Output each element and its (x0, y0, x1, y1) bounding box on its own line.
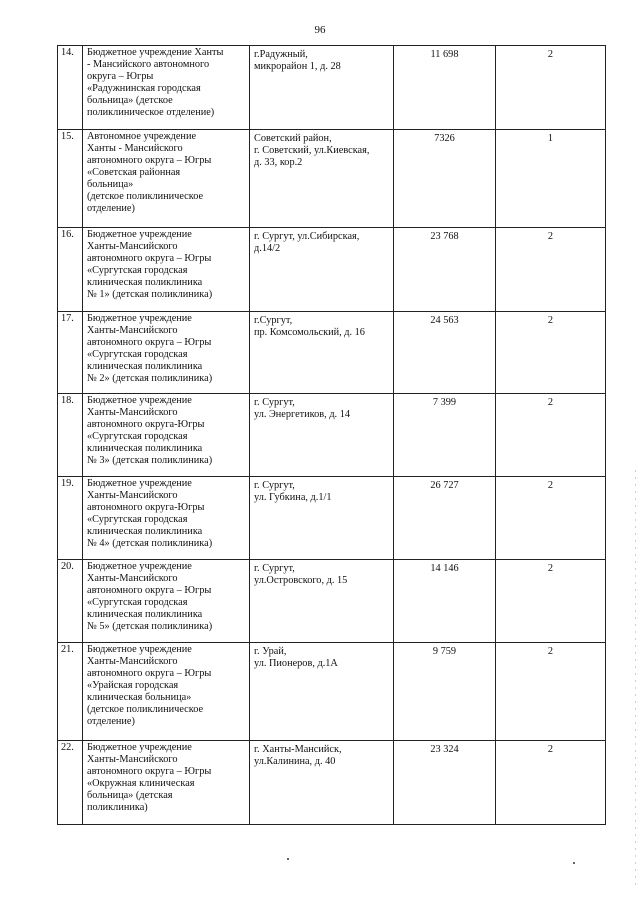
institution-name: Бюджетное учреждение Ханты-Мансийского автономного округа – Югры «Сургутская городская клиническая поликлиника № 5» (детская поликлиника) (83, 560, 250, 643)
row-number: 14. (58, 46, 83, 130)
institution-name: Бюджетное учреждение Ханты-Мансийского автономного округа-Югры «Сургутская городская клиническая поликлиника № 3» (детская поликлиника) (83, 394, 250, 477)
row-number: 18. (58, 394, 83, 477)
category-value: 2 (496, 312, 606, 394)
row-number: 16. (58, 228, 83, 312)
population-value: 24 563 (394, 312, 496, 394)
category-value: 2 (496, 741, 606, 825)
institution-address: г. Урай, ул. Пионеров, д.1А (250, 643, 394, 741)
population-value: 26 727 (394, 477, 496, 560)
institution-name: Бюджетное учреждение Ханты-Мансийского автономного округа-Югры «Сургутская городская клиническая поликлиника № 4» (детская поликлиника) (83, 477, 250, 560)
table-row (58, 560, 606, 643)
table-row (58, 312, 606, 394)
population-value: 23 324 (394, 741, 496, 825)
institution-name: Бюджетное учреждение Ханты-Мансийского автономного округа – Югры «Сургутская городская клиническая поликлиника № 2» (детская поликлиника) (83, 312, 250, 394)
institution-name: Бюджетное учреждение Ханты-Мансийского автономного округа – Югры «Сургутская городская клиническая поликлиника № 1» (детская поликлиника) (83, 228, 250, 312)
institution-address: г.Радужный, микрорайон 1, д. 28 (250, 46, 394, 130)
category-value: 1 (496, 130, 606, 228)
row-number: 19. (58, 477, 83, 560)
table-row (58, 394, 606, 477)
institution-name: Бюджетное учреждение Ханты-Мансийского автономного округа – Югры «Окружная клиническая больница» (детская поликлиника) (83, 741, 250, 825)
institutions-table (57, 45, 606, 825)
table-row (58, 643, 606, 741)
table-row (58, 228, 606, 312)
institution-address: г. Сургут, ул. Губкина, д.1/1 (250, 477, 394, 560)
institution-name: Бюджетное учреждение Ханты - Мансийского автономного округа – Югры «Радужнинская городская больница» (детское поликлиническое отделение) (83, 46, 250, 130)
scan-speck (287, 858, 289, 860)
institution-address: г. Сургут, ул.Островского, д. 15 (250, 560, 394, 643)
population-value: 14 146 (394, 560, 496, 643)
page-number: 96 (314, 24, 326, 36)
institution-address: Советский район, г. Советский, ул.Киевская, д. 33, кор.2 (250, 130, 394, 228)
table-row (58, 741, 606, 825)
institution-name: Бюджетное учреждение Ханты-Мансийского автономного округа – Югры «Урайская городская клиническая больница» (детское поликлиническое отделение) (83, 643, 250, 741)
row-number: 15. (58, 130, 83, 228)
category-value: 2 (496, 643, 606, 741)
category-value: 2 (496, 394, 606, 477)
row-number: 17. (58, 312, 83, 394)
row-number: 20. (58, 560, 83, 643)
row-number: 22. (58, 741, 83, 825)
population-value: 7326 (394, 130, 496, 228)
table-row (58, 130, 606, 228)
population-value: 23 768 (394, 228, 496, 312)
table-row (58, 46, 606, 130)
category-value: 2 (496, 477, 606, 560)
institution-address: г. Сургут, ул. Энергетиков, д. 14 (250, 394, 394, 477)
institution-name: Автономное учреждение Ханты - Мансийского автономного округа – Югры «Советская районная больница» (детское поликлиническое отделение) (83, 130, 250, 228)
scan-speck (573, 862, 575, 864)
scan-edge-artifact (635, 470, 636, 890)
category-value: 2 (496, 228, 606, 312)
category-value: 2 (496, 46, 606, 130)
institution-address: г.Сургут, пр. Комсомольский, д. 16 (250, 312, 394, 394)
population-value: 9 759 (394, 643, 496, 741)
population-value: 11 698 (394, 46, 496, 130)
institution-address: г. Ханты-Мансийск, ул.Калинина, д. 40 (250, 741, 394, 825)
row-number: 21. (58, 643, 83, 741)
table-row (58, 477, 606, 560)
population-value: 7 399 (394, 394, 496, 477)
category-value: 2 (496, 560, 606, 643)
institution-address: г. Сургут, ул.Сибирская, д.14/2 (250, 228, 394, 312)
